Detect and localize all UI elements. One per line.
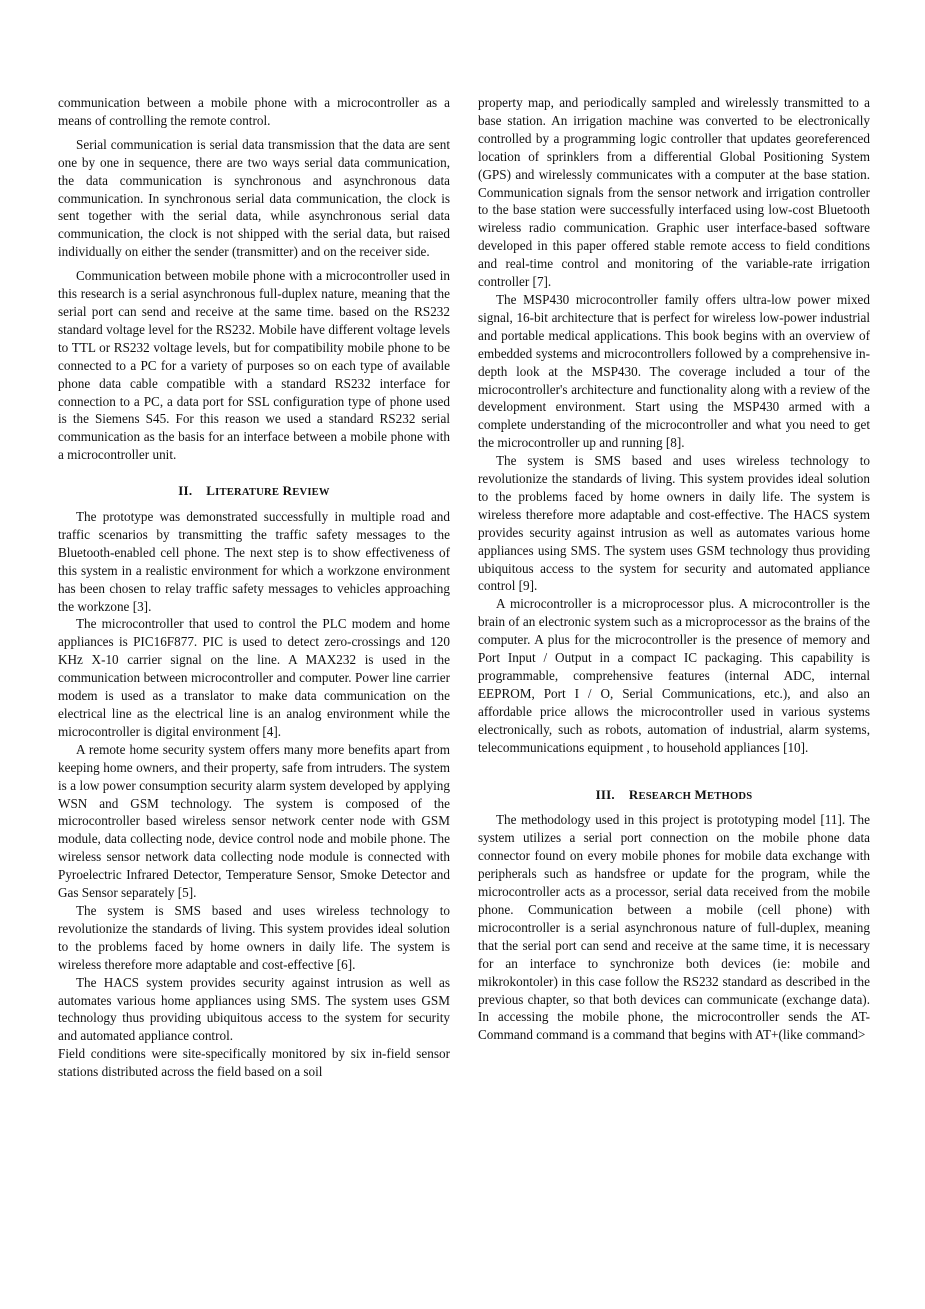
paragraph-sms-system: The system is SMS based and uses wireless technology to revolutionize the standards of living. This system provides ideal solution to the problems faced by home owners in daily life. The system is wireless therefore more adaptable and cost-effective [6]. bbox=[58, 902, 450, 972]
paragraph-plc-modem: The microcontroller that used to control the PLC modem and home appliances is PIC16F877. PIC is used to detect zero-crossings and 120 KHz X-10 carrier signal on the line. A MAX232 is used in the communication between microcontroller and computer. Power line carrier modem is used as a translator to make data communication on the electrical line as the electrical line is an analog environment while the microcontroller is digital environment [4]. bbox=[58, 616, 450, 739]
heading-initial: R bbox=[628, 786, 639, 802]
paragraph-field-conditions: Field conditions were site-specifically monitored by six in-field sensor stations distributed across the field based on a soil bbox=[58, 1046, 450, 1080]
left-column bbox=[58, 94, 450, 1081]
paragraph-serial-communication: Serial communication is serial data transmission that the data are sent one by one in sequence, there are two ways serial data communication, the data communication is synchronous and asynchronous data communication. In synchronous serial data communication, the clock is sent together with the serial data, while asynchronous serial data communication, the clock is not shipped with the serial data, but raised individually on either the sender (transmitter) and on the receiver side. bbox=[58, 136, 450, 260]
paragraph-microcontroller: A microcontroller is a microprocessor plus. A microcontroller is the brain of an electronic system such as a microprocessor as the brains of the computer. A plus for the microcontroller is the presence of memory and Port Input / Output in a compact IC packaging. This capability is programmable, comprehensive features (internal ADC, internal EEPROM, Port I / O, Serial Communications, etc.), and also an affordable price allows the microcontroller used in various systems electronically, such as robots, automation of industrial, alarm systems, telecommunications equipment , to household appliances [10]. bbox=[478, 596, 870, 755]
section-heading-literature-review bbox=[58, 482, 450, 502]
paragraph-msp430: The MSP430 microcontroller family offers ultra-low power mixed signal, 16-bit architecture that is perfect for wireless low-power industrial and portable medical applications. This book begins with an overview of embedded systems and microcontrollers followed by a comprehensive in-depth look at the MSP430. The coverage included a tour of the microcontroller's architecture and functionality along with a review of the development environment. Start using the MSP430 armed with a complete understanding of the microcontroller and what you need to get the microcontroller up and running [8]. bbox=[478, 291, 870, 451]
paragraph-mobile-communication: Communication between mobile phone with a microcontroller used in this research is a serial asynchronous full-duplex nature, meaning that the serial port can send and receive at the same time. based on the RS232 standard voltage level for the RS232. Mobile have different voltage levels to TTL or RS232 voltage levels, but for compatibility mobile phone to be connected to a PC for a variety of purposes so on each type of available phone data cable compatible with a standard RS232 interface for connection to a PC, a data port for SSL configuration type of phone used is the Siemens S45. For this reason we used a standard RS232 serial communication as the basis for an interface between a mobile phone with a microcontroller unit. bbox=[58, 268, 450, 463]
heading-initial: R bbox=[282, 483, 293, 499]
paragraph-field-continued: property map, and periodically sampled and wirelessly transmitted to a base station. An irrigation machine was converted to be electronically controlled by a programming logic controller that updates georeferenced location of sprinklers from a differential Global Positioning System (GPS) and wirelessly communicates with a computer at the base station. Communication signals from the sensor network and irrigation controller to the base station were successfully interfaced using low-cost Bluetooth wireless radio communication. Graphic user interface-based software developed in this paper offered stable remote access to field conditions and real-time control and monitoring of the variable-rate irrigation controller [7]. bbox=[478, 95, 870, 290]
heading-rest: ETHODS bbox=[707, 790, 753, 802]
right-column bbox=[478, 94, 870, 1044]
paragraph-sms-system-2: The system is SMS based and uses wireless technology to revolutionize the standards of living. This system provides ideal solution to the problems faced by home owners in daily life. The system is wireless therefore more adaptable and cost-effective. The HACS system provides security against intrusion as well as automates various home appliances using SMS. The system uses GSM technology thus providing ubiquitous access to the system for security and automated appliance control [9]. bbox=[478, 453, 870, 594]
paragraph-home-security: A remote home security system offers many more benefits apart from keeping home owners, and their property, safe from intruders. The system is a low power consumption security alarm system developed by applying WSN and GSM technology. The system is composed of the microcontroller based wireless sensor network center node with GSM module, data collecting node, device control node and mobile phone. The wireless sensor network data collecting node module is connected with Pyroelectric Infrared Detector, Temperature Sensor, Smoke Detector and Gas Sensor separately [5]. bbox=[58, 741, 450, 901]
paragraph-intro-continued: communication between a mobile phone with a microcontroller as a means of controlling the remote control. bbox=[58, 95, 450, 128]
paragraph-prototype: The prototype was demonstrated successfully in multiple road and traffic scenarios by transmitting the traffic safety messages to the Bluetooth-enabled cell phone. The next step is to show effectiveness of this system in a realistic environment for which a workzone environment has been chosen to relay traffic safety messages to vehicles approaching the workzone [3]. bbox=[58, 509, 450, 614]
heading-initial: L bbox=[206, 483, 216, 499]
heading-initial: M bbox=[694, 786, 708, 802]
section-number: II. bbox=[178, 483, 193, 499]
heading-rest: ITERATURE bbox=[215, 487, 280, 499]
paragraph-hacs: The HACS system provides security against intrusion as well as automates various home appliances using SMS. The system uses GSM technology thus providing ubiquitous access to the system for security and automated appliance control. bbox=[58, 974, 450, 1044]
section-number: III. bbox=[595, 786, 615, 802]
heading-rest: ESEARCH bbox=[638, 790, 692, 802]
paragraph-methodology: The methodology used in this project is prototyping model [11]. The system utilizes a serial port connection on the mobile phone data connector found on every mobile phones for mobile data exchange with peripherals such as handsfree or update for the program, while the microcontroller acts as a processor, serial data received from the mobile phone. Communication between a mobile (cell phone) with microcontroller is a serial asynchronous nature of full-duplex, meaning that the serial port can send and receive at the same time, it is necessary for an interface to synchronize both devices (ie: mobile and mikrokontoler) in this case follow the RS232 standard as described in the previous chapter, so that both devices can communicate (exchange data). In accessing the mobile phone, the microcontroller sends the AT-Command command is a command that begins with AT+(like command> bbox=[478, 812, 870, 1043]
heading-rest: EVIEW bbox=[292, 487, 330, 499]
section-heading-research-methods bbox=[478, 786, 870, 806]
